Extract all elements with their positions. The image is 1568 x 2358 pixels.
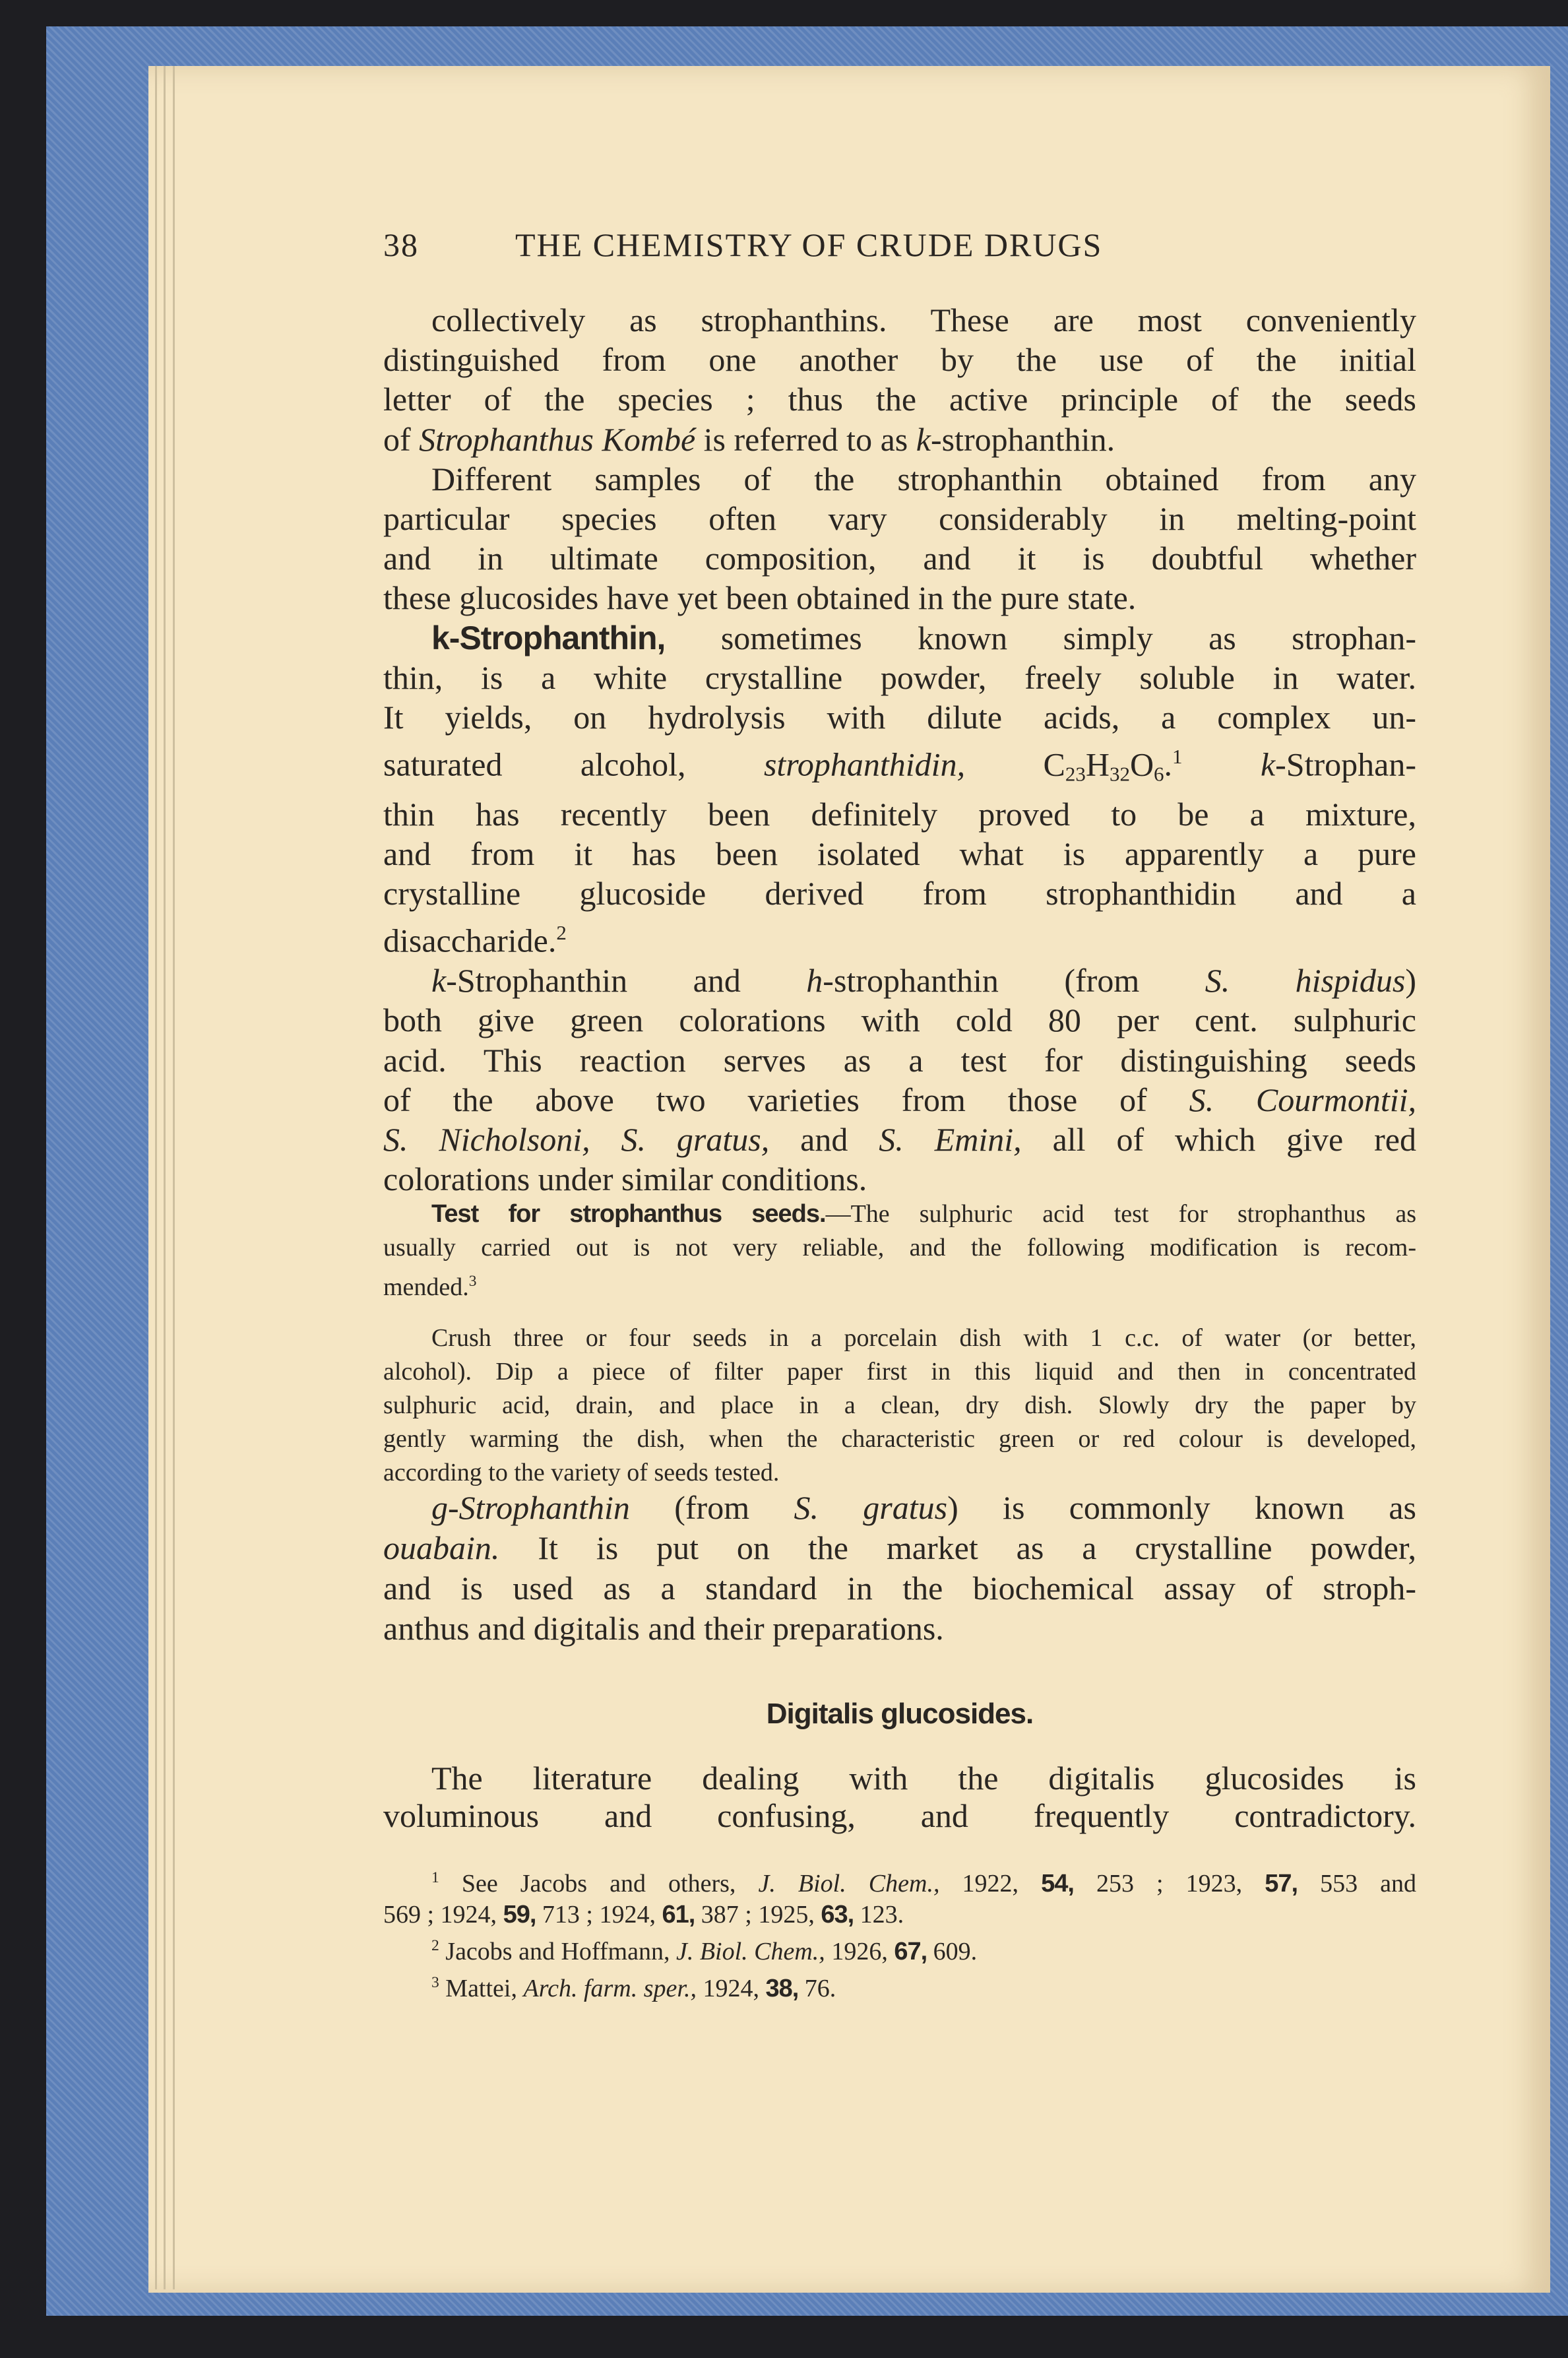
text-run: S. hispidus: [1205, 962, 1406, 1000]
text-run: usually carried out is not very reliable, and the following modification is recom-: [383, 1234, 1416, 1261]
text-run: J. Biol. Chem.,: [758, 1870, 940, 1898]
text-run: and from it has been isolated what is apparently a pure: [383, 835, 1416, 872]
text-run: these glucosides have yet been obtained in the pure state.: [383, 579, 1137, 617]
text-line: [383, 499, 1416, 538]
text-line: [383, 658, 1416, 697]
footnote-ref: 3: [431, 1974, 439, 1992]
text-run: Strophanthus Kombé: [419, 420, 696, 458]
page-number: 38: [383, 226, 419, 263]
text-run: thin, is a white crystalline powder, freely soluble in water.: [383, 658, 1416, 696]
text-run: h: [806, 962, 823, 1000]
text-line: [383, 1568, 1416, 1609]
text-line: [383, 1389, 1416, 1422]
text-line: [383, 1528, 1416, 1568]
text-run: The literature dealing with the digitalis glucosides is: [431, 1760, 1416, 1797]
text-run: -Strophan-: [1275, 746, 1416, 783]
text-run: C: [965, 746, 1065, 783]
text-run: all of which give red: [1021, 1121, 1417, 1158]
text-run: Mattei,: [439, 1975, 524, 2003]
text-run: -strophanthin.: [930, 420, 1115, 458]
text-run: H: [1085, 746, 1110, 783]
text-run: Different samples of the strophanthin obtained from any: [431, 460, 1416, 497]
text-run: 61,: [662, 1901, 695, 1929]
text-line: [383, 1609, 1416, 1649]
text-line: [383, 379, 1416, 419]
paragraph-gap: [383, 1304, 1416, 1322]
text-run: It is put on the market as a crystalline powder,: [499, 1529, 1416, 1566]
text-run: mended.: [383, 1273, 469, 1302]
text-run: 253 ; 1923,: [1073, 1870, 1265, 1898]
text-run: 713 ; 1924,: [536, 1901, 662, 1929]
text-run: sulphuric acid, drain, and place in a clean, dry dish. Slowly dry the paper by: [383, 1391, 1416, 1420]
text-line: [383, 1040, 1416, 1080]
text-line: [383, 1967, 1416, 2004]
text-line: [383, 961, 1416, 1000]
text-line: [383, 1231, 1416, 1265]
body-text: [383, 300, 1416, 1199]
text-run: 553 and: [1298, 1870, 1417, 1898]
text-run: 609.: [927, 1938, 978, 1966]
text-line: [383, 1930, 1416, 1967]
text-line: [383, 737, 1416, 794]
text-run: S. Nicholsoni, S. gratus,: [383, 1121, 770, 1158]
text-run: ): [1405, 962, 1417, 1000]
text-run: g-Strophanthin: [431, 1489, 630, 1526]
text-run: collectively as strophanthins. These are most conveniently: [431, 302, 1416, 338]
page-edge: [155, 66, 157, 2289]
text-line: [383, 300, 1416, 340]
text-run: letter of the species ; thus the active principle of the seeds: [383, 381, 1416, 418]
text-run: [1183, 746, 1261, 783]
text-run: It yields, on hydrolysis with dilute acids, a complex un-: [383, 699, 1416, 736]
text-line: [383, 794, 1416, 834]
text-line: [383, 1797, 1416, 1835]
text-run: (from: [629, 1489, 794, 1526]
text-line: [383, 459, 1416, 499]
footnote-ref: 2: [431, 1937, 439, 1955]
text-run: strophanthidin,: [763, 746, 966, 783]
text-run: 1926,: [825, 1938, 894, 1966]
text-run: 123.: [854, 1901, 904, 1929]
text-run: See Jacobs and others,: [439, 1870, 759, 1898]
text-line: [383, 913, 1416, 961]
text-run: 67,: [894, 1938, 927, 1966]
text-line: [383, 618, 1416, 658]
text-run: acid. This reaction serves as a test for distinguishing seeds: [383, 1041, 1416, 1079]
text-run: 569 ; 1924,: [383, 1901, 503, 1929]
text-run: ouabain.: [383, 1529, 500, 1566]
body-text-ouabain: [383, 1488, 1416, 1649]
text-run: thin has recently been definitely proved to be a mixture,: [383, 795, 1416, 833]
text-run: and is used as a standard in the biochemical assay of stroph-: [383, 1570, 1416, 1607]
text-run: S. Courmontii,: [1189, 1081, 1416, 1118]
text-run: particular species often vary considerably in melting-point: [383, 500, 1416, 538]
text-run: is referred to as: [695, 420, 916, 458]
text-line: [383, 697, 1416, 737]
text-run: Test for strophanthus seeds.: [431, 1200, 826, 1228]
text-run: k: [431, 962, 447, 1000]
footnotes: [383, 1863, 1416, 2004]
text-run: gently warming the dish, when the characteristic green or red colour is developed,: [383, 1425, 1416, 1453]
text-line: [383, 538, 1416, 578]
text-run: voluminous and confusing, and frequently contradictory.: [383, 1797, 1416, 1834]
text-run: 38,: [765, 1975, 799, 2003]
text-run: of: [383, 420, 420, 458]
text-run: Crush three or four seeds in a porcelain dish with 1 c.c. of water (or better,: [431, 1324, 1416, 1353]
text-line: [383, 1197, 1416, 1231]
text-line: [383, 1120, 1416, 1159]
text-line: [383, 1760, 1416, 1797]
text-run: -strophanthin (from: [823, 962, 1205, 1000]
text-run: disaccharide.: [383, 922, 557, 959]
text-run: S. gratus: [794, 1489, 948, 1526]
text-line: [383, 874, 1416, 913]
text-line: [383, 340, 1416, 379]
text-run: according to the variety of seeds tested.: [383, 1459, 780, 1487]
text-run: sometimes known simply as strophan-: [665, 619, 1416, 656]
text-line: [383, 1000, 1416, 1040]
small-print-note: [383, 1197, 1416, 1490]
body-text-digitalis: [383, 1760, 1416, 1835]
text-line: [383, 1159, 1416, 1199]
text-run: k: [1260, 746, 1276, 783]
text-run: alcohol). Dip a piece of filter paper first in this liquid and then in concentrated: [383, 1358, 1416, 1386]
text-line: [383, 1456, 1416, 1490]
running-title: THE CHEMISTRY OF CRUDE DRUGS: [515, 226, 1103, 263]
text-run: 1922,: [939, 1870, 1042, 1898]
text-line: [383, 1322, 1416, 1355]
text-line: [383, 1080, 1416, 1120]
text-run: 76.: [798, 1975, 836, 2003]
text-run: both give green colorations with cold 80 per cent. sulphuric: [383, 1002, 1416, 1039]
text-line: [383, 578, 1416, 618]
text-line: [383, 834, 1416, 874]
footnote-ref: 1: [431, 1869, 439, 1886]
text-run: k-Strophanthin,: [431, 619, 666, 656]
text-run: ) is commonly known as: [947, 1489, 1416, 1526]
text-run: colorations under similar conditions.: [383, 1161, 867, 1198]
text-run: —The sulphuric acid test for strophanthus as: [825, 1200, 1416, 1228]
page-edge: [173, 66, 175, 2289]
text-line: [383, 1899, 1416, 1930]
text-run: -Strophanthin and: [446, 962, 807, 1000]
footnote-ref: 1: [1172, 745, 1183, 769]
text-run: 387 ; 1925,: [695, 1901, 821, 1929]
text-line: [383, 1355, 1416, 1389]
text-run: 1924,: [696, 1975, 766, 2003]
text-line: [383, 1488, 1416, 1528]
text-line: [383, 1265, 1416, 1304]
text-run: O: [1129, 746, 1154, 783]
page-edge: [164, 66, 166, 2289]
section-heading: Digitalis glucosides.: [766, 1698, 1034, 1730]
text-line: [383, 1863, 1416, 1899]
text-run: Arch. farm. sper.,: [523, 1975, 697, 2003]
text-line: [383, 1422, 1416, 1456]
text-run: Jacobs and Hoffmann,: [439, 1938, 676, 1966]
footnote-ref: 3: [468, 1273, 477, 1290]
text-run: S. Emini,: [879, 1121, 1022, 1158]
text-run: saturated alcohol,: [383, 746, 764, 783]
text-run: distinguished from one another by the use of the initial: [383, 341, 1416, 379]
subscript: 23: [1065, 762, 1086, 786]
text-run: and: [769, 1121, 879, 1158]
text-run: J. Biol. Chem.,: [675, 1938, 825, 1966]
text-run: .: [1164, 746, 1173, 783]
text-run: 63,: [821, 1901, 854, 1929]
subscript: 32: [1109, 762, 1130, 786]
text-line: [383, 420, 1416, 459]
text-run: crystalline glucoside derived from strophanthidin and a: [383, 875, 1416, 912]
text-run: of the above two varieties from those of: [383, 1081, 1189, 1118]
footnote-ref: 2: [556, 921, 567, 945]
text-run: 59,: [503, 1901, 536, 1929]
text-run: anthus and digitalis and their preparations.: [383, 1610, 944, 1647]
text-run: 57,: [1265, 1870, 1298, 1898]
subscript: 6: [1154, 762, 1164, 786]
text-run: and in ultimate composition, and it is doubtful whether: [383, 540, 1416, 577]
text-run: 54,: [1041, 1870, 1074, 1898]
text-run: k: [916, 420, 931, 458]
